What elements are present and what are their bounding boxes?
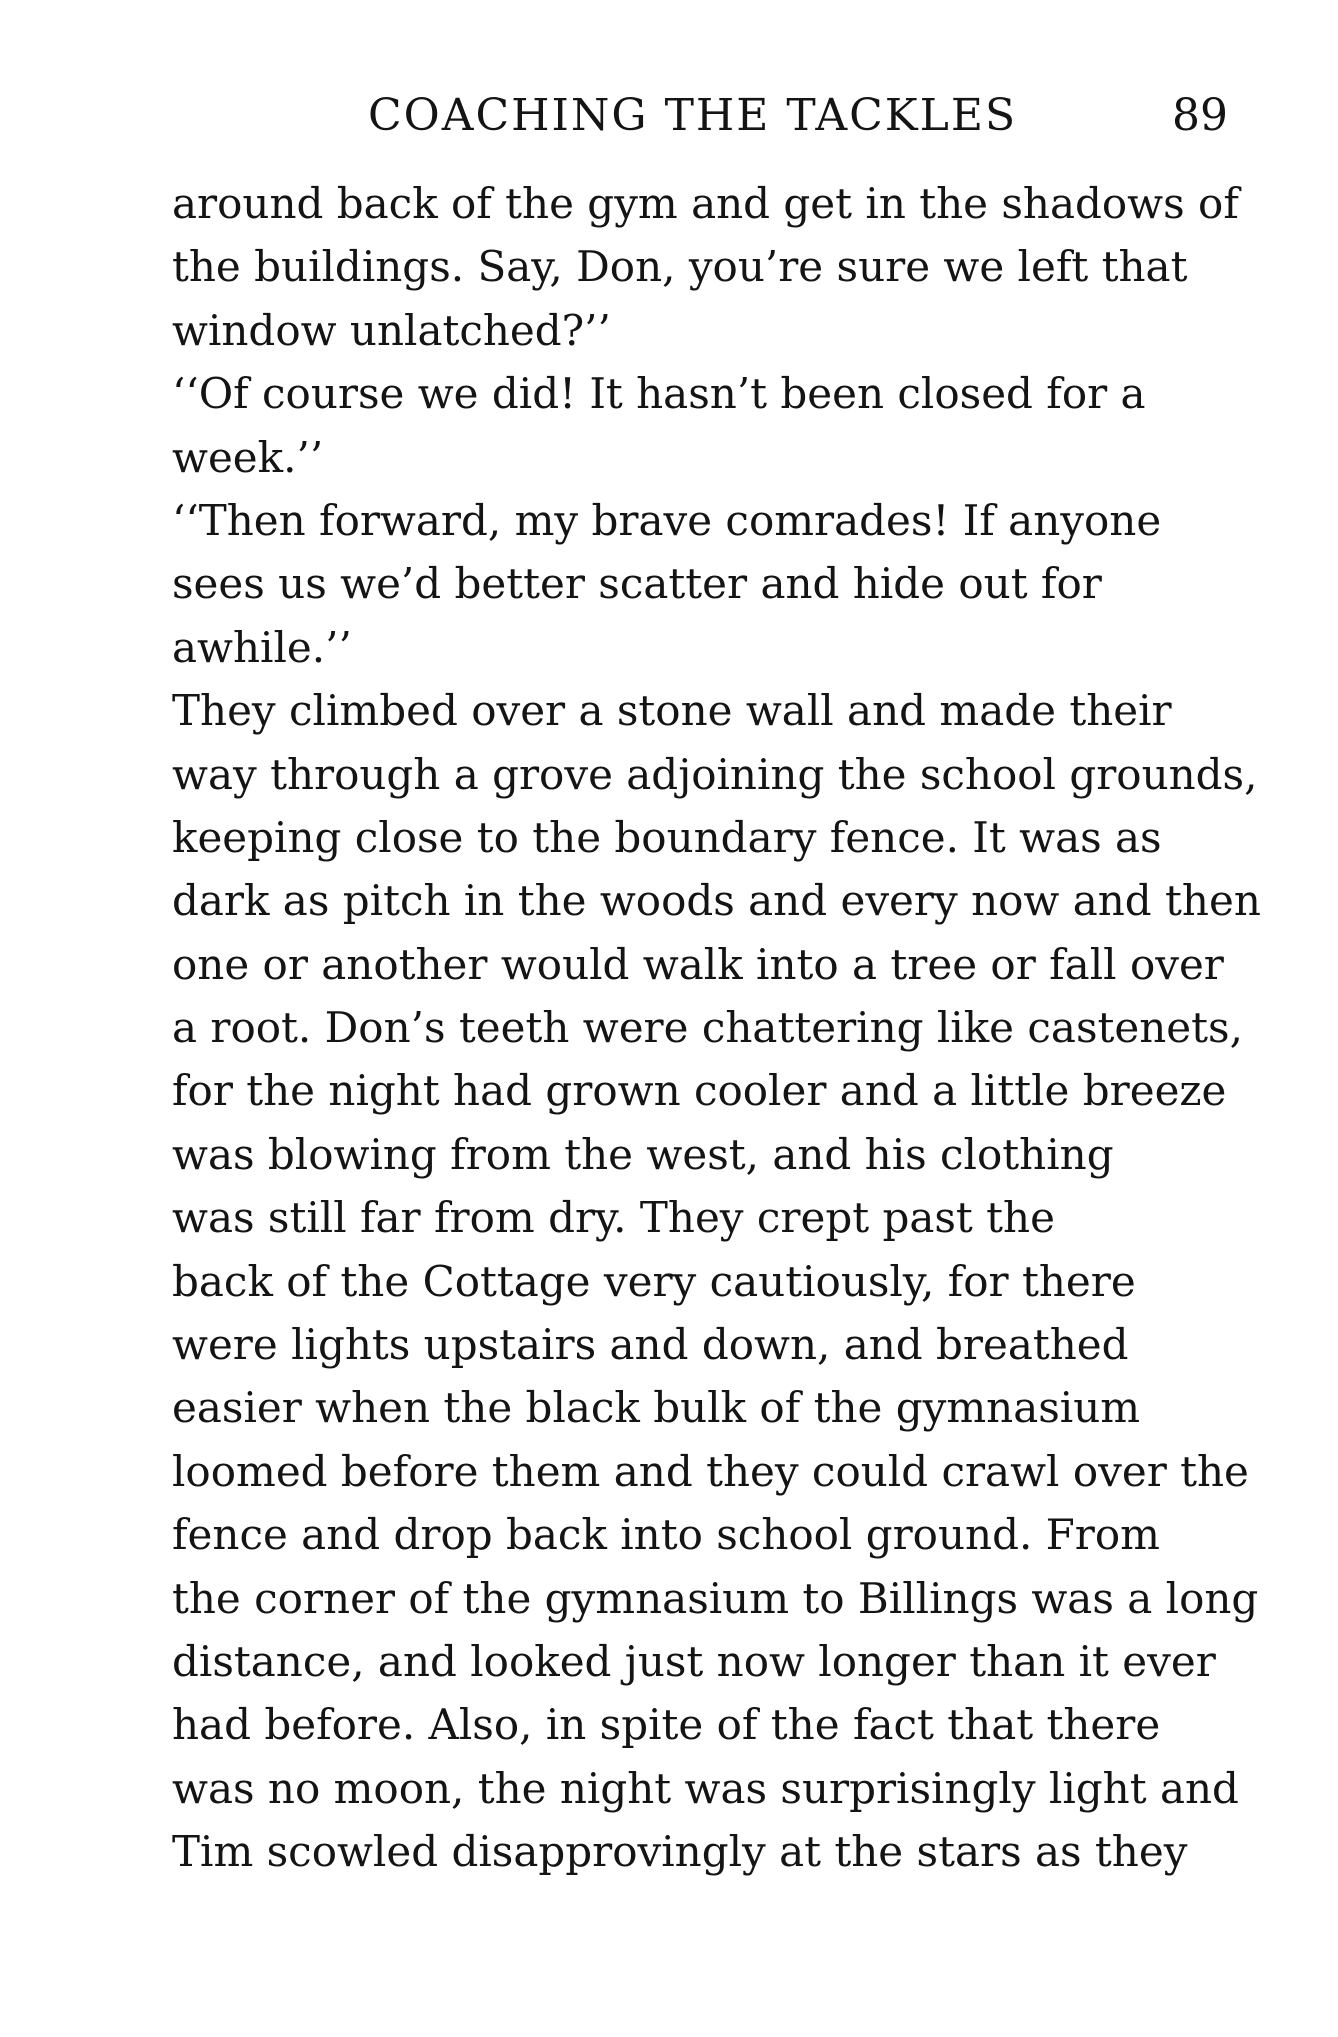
text-line: the buildings. Say, Don, you’re sure we left that [172, 242, 1188, 292]
text-line: Tim scowled disapprovingly at the stars as they [172, 1827, 1188, 1877]
text-line: loomed before them and they could crawl over the [172, 1446, 1249, 1496]
running-title: COACHING THE TACKLES [368, 90, 1018, 141]
text-line: was blowing from the west, and his clothing [172, 1129, 1114, 1179]
text-line: sees us we’d better scatter and hide out for [172, 559, 1102, 609]
text-line: around back of the gym and get in the shadows of [172, 179, 1239, 228]
text-line: ‘‘Then forward, my brave comrades! If anyone [172, 495, 1162, 545]
text-line: window unlatched?’’ [172, 305, 611, 355]
text-line: They climbed over a stone wall and made their [172, 686, 1172, 736]
text-line: keeping close to the boundary fence. It was as [172, 812, 1162, 862]
text-line: for the night had grown cooler and a little breeze [172, 1066, 1227, 1116]
text-line: way through a grove adjoining the school grounds, [172, 749, 1258, 799]
page-number: 89 [1172, 90, 1228, 141]
text-line: back of the Cottage very cautiously, for there [172, 1256, 1136, 1306]
text-line: distance, and looked just now longer than it ever [172, 1636, 1216, 1686]
text-line: awhile.’’ [172, 622, 352, 672]
text-line: one or another would walk into a tree or fall over [172, 939, 1224, 989]
body-text [172, 172, 1261, 1884]
text-line: ‘‘Of course we did! It hasn’t been closed for a [172, 369, 1146, 419]
text-line: was still far from dry. They crept past the [172, 1193, 1055, 1243]
text-line: easier when the black bulk of the gymnasium [172, 1383, 1141, 1433]
text-line: fence and drop back into school ground. From [172, 1510, 1160, 1560]
text-line: had before. Also, in spite of the fact that there [172, 1700, 1161, 1750]
text-line: a root. Don’s teeth were chattering like castenets, [172, 1003, 1243, 1053]
text-line: was no moon, the night was surprisingly light and [172, 1763, 1239, 1813]
text-line: dark as pitch in the woods and every now and then [172, 876, 1261, 926]
page-header [0, 86, 1338, 146]
text-line: were lights upstairs and down, and breathed [172, 1320, 1129, 1370]
text-line: the corner of the gymnasium to Billings was a long [172, 1573, 1259, 1623]
text-line: week.’’ [172, 432, 324, 482]
